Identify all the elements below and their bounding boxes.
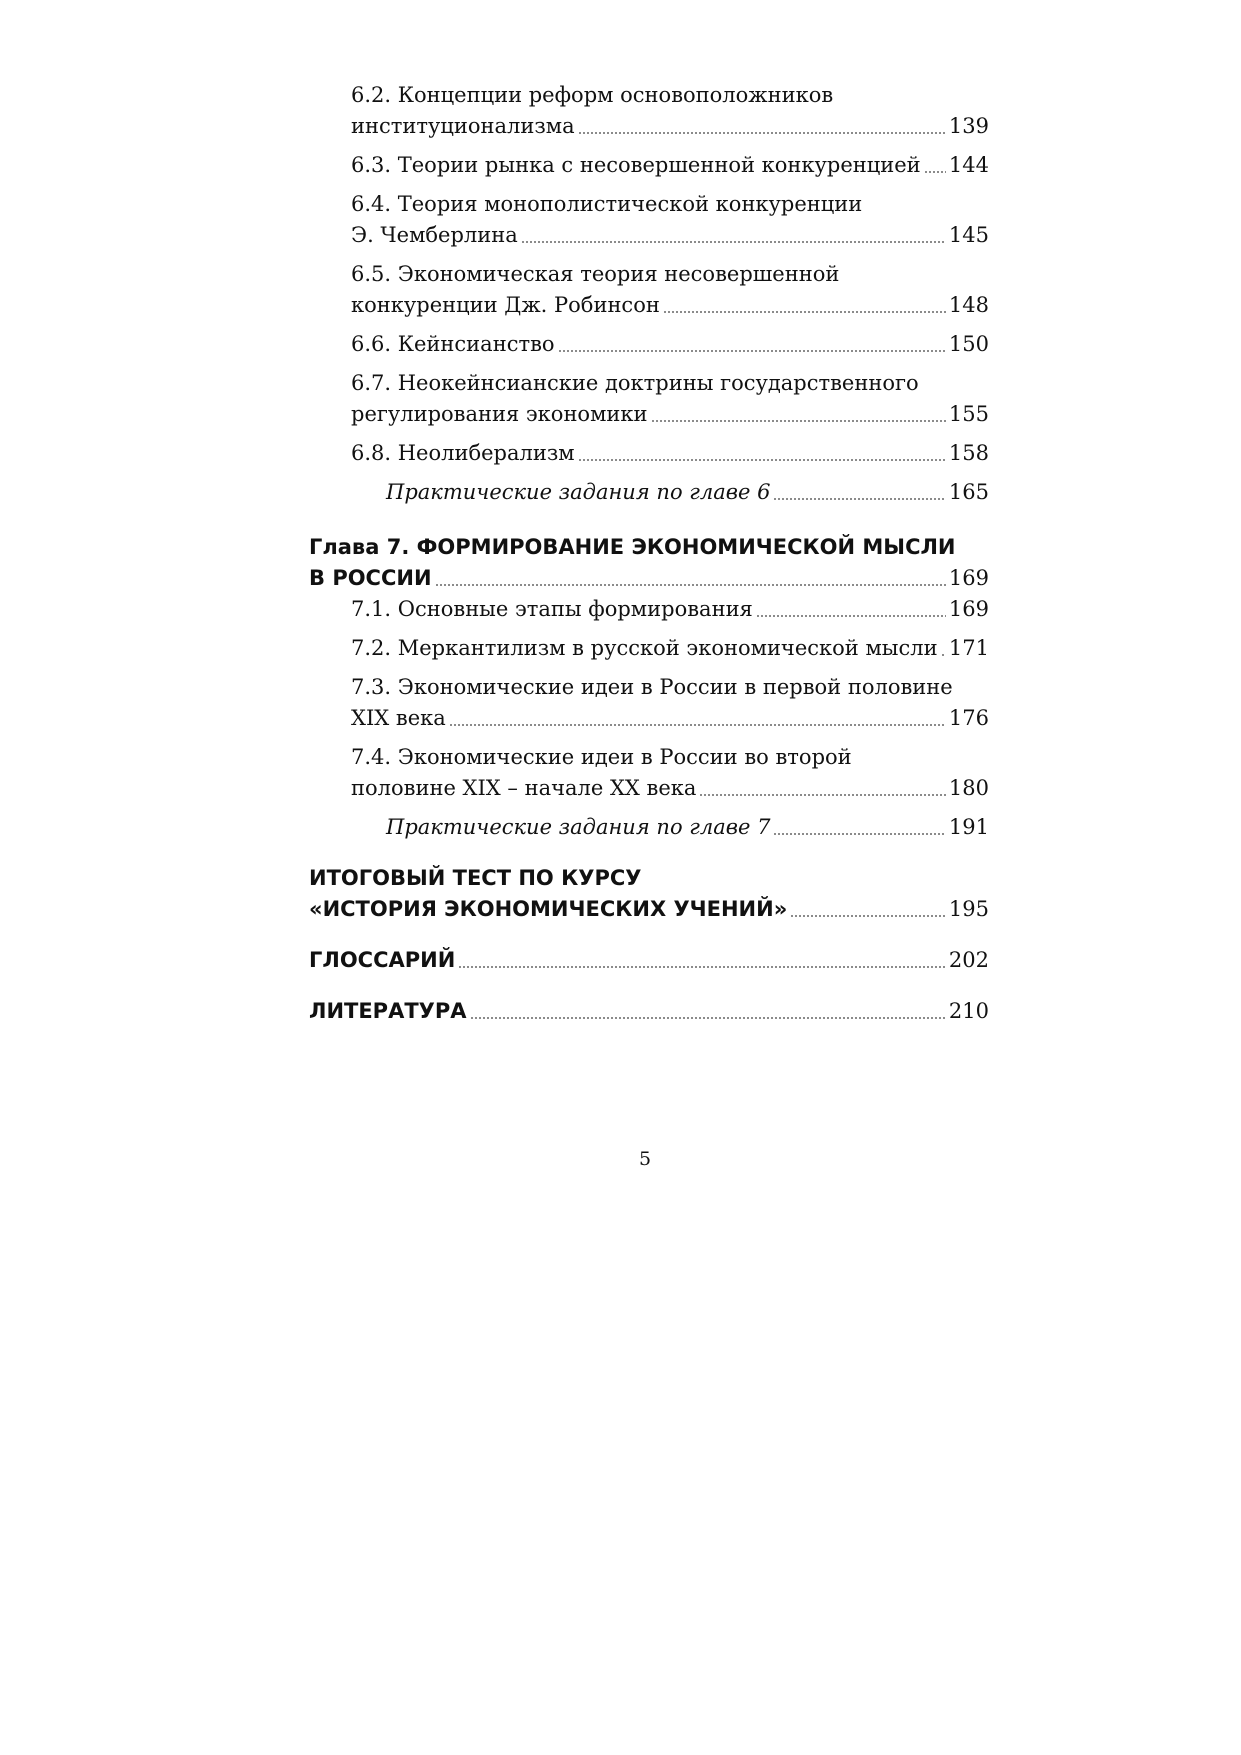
toc-entry-title: 7.2. Меркантилизм в русской экономической мысли xyxy=(351,636,938,660)
toc-entry-title: половине XIX – начале XX века xyxy=(351,776,697,800)
toc-entry[interactable] xyxy=(309,438,989,469)
dot-leader xyxy=(458,966,946,968)
toc-entry-title: конкуренции Дж. Робинсон xyxy=(351,293,660,317)
dot-leader xyxy=(924,171,946,173)
dot-leader xyxy=(578,459,946,461)
toc-entry-title: 6.6. Кейнсианство xyxy=(351,332,555,356)
toc-entry[interactable] xyxy=(309,532,989,594)
dot-leader xyxy=(521,241,946,243)
toc-entry-title: ЛИТЕРАТУРА xyxy=(309,999,467,1023)
dot-leader xyxy=(773,498,945,500)
toc-entry-row xyxy=(351,399,989,430)
toc-entry-row xyxy=(386,812,989,843)
toc-entry-row xyxy=(309,945,989,976)
toc-entry-title-line: 6.7. Неокейнсианские доктрины государственного xyxy=(351,371,919,395)
toc-entry-title-line: 6.2. Концепции реформ основоположников xyxy=(351,83,834,107)
toc-entry-row xyxy=(386,477,989,508)
toc-entry-title-line: 7.3. Экономические идеи в России в первой половине xyxy=(351,675,953,699)
toc-entry-title: регулирования экономики xyxy=(351,402,648,426)
toc-entry-title: 6.8. Неолиберализм xyxy=(351,441,575,465)
dot-leader xyxy=(773,833,945,835)
toc-entry[interactable] xyxy=(309,150,989,181)
toc-entry-page: 165 xyxy=(948,480,989,504)
toc-entry-row xyxy=(309,996,989,1027)
toc-entry-page: 195 xyxy=(948,897,989,921)
toc-entry[interactable] xyxy=(309,189,989,251)
toc-entry-title: институционализма xyxy=(351,114,575,138)
toc-entry[interactable] xyxy=(309,594,989,625)
toc-entry-row xyxy=(351,773,989,804)
dot-leader xyxy=(790,915,946,917)
toc-entry[interactable] xyxy=(309,633,989,664)
toc-entry-row xyxy=(351,220,989,251)
dot-leader xyxy=(449,724,946,726)
toc-entry[interactable] xyxy=(309,672,989,734)
dot-leader xyxy=(699,794,945,796)
toc-entry-page: 169 xyxy=(948,566,989,590)
toc-entry[interactable] xyxy=(309,80,989,142)
toc-entry[interactable] xyxy=(309,996,989,1027)
dot-leader xyxy=(578,132,946,134)
toc-entry-page: 202 xyxy=(948,948,989,972)
toc-entry-title: ГЛОССАРИЙ xyxy=(309,948,456,972)
toc-entry[interactable] xyxy=(309,477,989,508)
toc-entry-row xyxy=(351,703,989,734)
toc-entry[interactable] xyxy=(309,329,989,360)
toc-entry-title-line: 6.5. Экономическая теория несовершенной xyxy=(351,262,840,286)
table-of-contents xyxy=(309,80,989,1035)
dot-leader xyxy=(435,584,946,586)
toc-entry-page: 180 xyxy=(948,776,989,800)
toc-entry-title: Э. Чемберлина xyxy=(351,223,518,247)
toc-entry-title: XIX века xyxy=(351,706,446,730)
toc-entry-page: 148 xyxy=(948,293,989,317)
toc-entry-row xyxy=(351,329,989,360)
dot-leader xyxy=(558,350,946,352)
toc-entry-row xyxy=(351,438,989,469)
toc-entry-page: 171 xyxy=(948,636,989,660)
toc-entry-page: 150 xyxy=(948,332,989,356)
toc-entry-title: 6.3. Теории рынка с несовершенной конкуренцией xyxy=(351,153,921,177)
toc-entry-page: 158 xyxy=(948,441,989,465)
toc-entry-title: «ИСТОРИЯ ЭКОНОМИЧЕСКИХ УЧЕНИЙ» xyxy=(309,897,788,921)
toc-entry[interactable] xyxy=(309,945,989,976)
toc-entry-page: 144 xyxy=(948,153,989,177)
toc-entry-row xyxy=(309,563,989,594)
toc-entry-title: В РОССИИ xyxy=(309,566,432,590)
toc-entry-title: 7.1. Основные этапы формирования xyxy=(351,597,753,621)
page-number: 5 xyxy=(638,1148,652,1170)
toc-entry-page: 210 xyxy=(948,999,989,1023)
toc-entry-page: 169 xyxy=(948,597,989,621)
toc-entry-page: 139 xyxy=(948,114,989,138)
dot-leader xyxy=(663,311,946,313)
dot-leader xyxy=(651,420,946,422)
toc-entry-page: 176 xyxy=(948,706,989,730)
toc-entry-row xyxy=(351,594,989,625)
toc-entry-row xyxy=(351,633,989,664)
toc-entry-page: 191 xyxy=(948,815,989,839)
toc-entry[interactable] xyxy=(309,863,989,925)
toc-entry[interactable] xyxy=(309,259,989,321)
toc-entry[interactable] xyxy=(309,742,989,804)
toc-entry-row xyxy=(309,894,989,925)
dot-leader xyxy=(470,1017,946,1019)
toc-entry-page: 145 xyxy=(948,223,989,247)
toc-entry-row xyxy=(351,111,989,142)
toc-entry-page: 155 xyxy=(948,402,989,426)
toc-entry-row xyxy=(351,150,989,181)
toc-entry-title: Практические задания по главе 6 xyxy=(386,480,771,504)
dot-leader xyxy=(756,615,946,617)
toc-entry-title: Практические задания по главе 7 xyxy=(386,815,771,839)
toc-entry-row xyxy=(351,290,989,321)
dot-leader xyxy=(941,654,946,656)
toc-entry-title-line: Глава 7. ФОРМИРОВАНИЕ ЭКОНОМИЧЕСКОЙ МЫСЛИ xyxy=(309,535,956,559)
toc-entry-title-line: 6.4. Теория монополистической конкуренции xyxy=(351,192,863,216)
toc-entry[interactable] xyxy=(309,812,989,843)
toc-entry-title-line: ИТОГОВЫЙ ТЕСТ ПО КУРСУ xyxy=(309,866,642,890)
toc-entry[interactable] xyxy=(309,368,989,430)
toc-entry-title-line: 7.4. Экономические идеи в России во второй xyxy=(351,745,852,769)
